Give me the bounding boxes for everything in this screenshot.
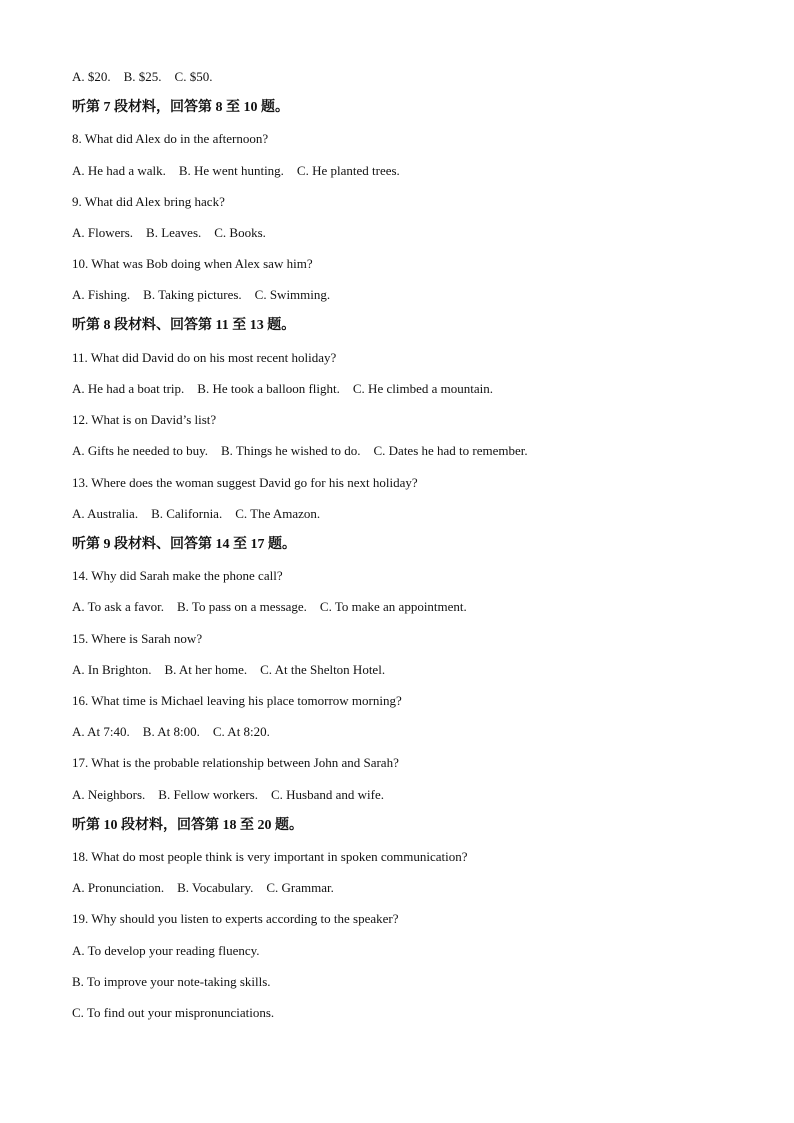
question-line: 18. What do most people think is very important in spoken communication? — [72, 849, 468, 864]
options-line: A. Neighbors. B. Fellow workers. C. Husband and wife. — [72, 787, 384, 802]
options-line: A. To ask a favor. B. To pass on a message. C. To make an appointment. — [72, 599, 467, 614]
question-line: 15. Where is Sarah now? — [72, 631, 203, 646]
options-line: A. He had a boat trip. B. He took a balloon flight. C. He climbed a mountain. — [72, 381, 493, 396]
options-line: A. To develop your reading fluency. — [72, 943, 260, 958]
question-line: 16. What time is Michael leaving his place tomorrow morning? — [72, 693, 402, 708]
section-heading: 听第 10 段材料，回答第 18 至 20 题。 — [72, 818, 303, 833]
options-line: C. To find out your mispronunciations. — [72, 1005, 275, 1020]
options-line: A. In Brighton. B. At her home. C. At the Shelton Hotel. — [72, 662, 386, 677]
options-line: A. $20. B. $25. C. $50. — [72, 69, 213, 84]
section-heading: 听第 8 段材料、回答第 11 至 13 题。 — [72, 318, 296, 333]
question-line: 13. Where does the woman suggest David go for his next holiday? — [72, 475, 418, 490]
section-heading: 听第 9 段材料、回答第 14 至 17 题。 — [72, 537, 296, 552]
question-line: 14. Why did Sarah make the phone call? — [72, 568, 283, 583]
question-line: 9. What did Alex bring hack? — [72, 194, 225, 209]
options-line: A. Australia. B. California. C. The Amazon. — [72, 506, 321, 521]
question-line: 19. Why should you listen to experts according to the speaker? — [72, 911, 399, 926]
options-line: A. Gifts he needed to buy. B. Things he wished to do. C. Dates he had to remember. — [72, 443, 528, 458]
question-line: 17. What is the probable relationship between John and Sarah? — [72, 755, 399, 770]
options-line: A. Fishing. B. Taking pictures. C. Swimming. — [72, 287, 331, 302]
options-line: A. At 7:40. B. At 8:00. C. At 8:20. — [72, 724, 270, 739]
question-line: 10. What was Bob doing when Alex saw him? — [72, 256, 313, 271]
section-heading: 听第 7 段材料，回答第 8 至 10 题。 — [72, 100, 289, 115]
question-line: 12. What is on David’s list? — [72, 412, 217, 427]
question-line: 8. What did Alex do in the afternoon? — [72, 131, 269, 146]
options-line: A. Pronunciation. B. Vocabulary. C. Grammar. — [72, 880, 334, 895]
options-line: A. He had a walk. B. He went hunting. C. He planted trees. — [72, 163, 400, 178]
question-line: 11. What did David do on his most recent holiday? — [72, 350, 337, 365]
options-line: B. To improve your note-taking skills. — [72, 974, 271, 989]
options-line: A. Flowers. B. Leaves. C. Books. — [72, 225, 266, 240]
